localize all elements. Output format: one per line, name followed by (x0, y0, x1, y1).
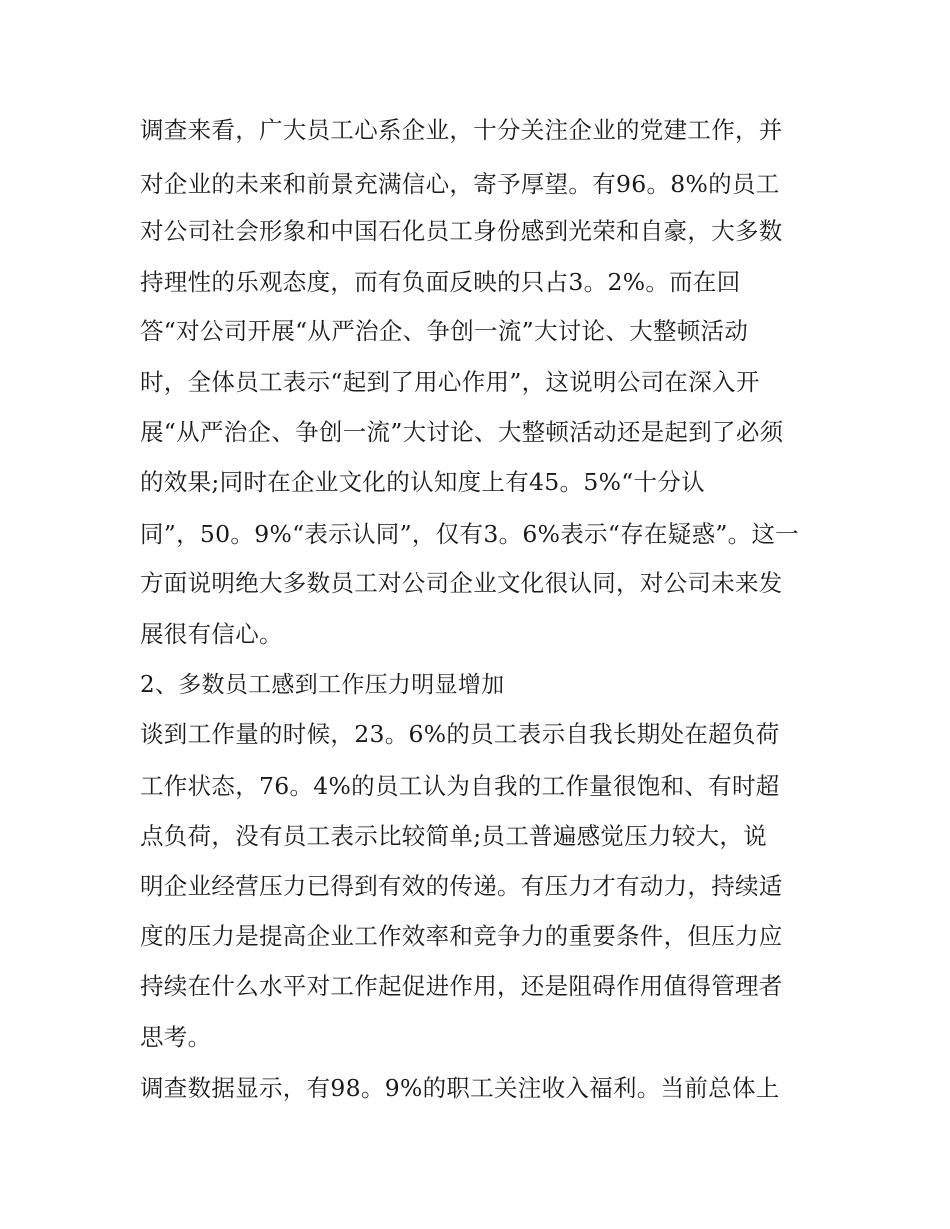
paragraph-line: 调查来看，广大员工心系企业，十分关注企业的党建工作，并 (140, 116, 783, 144)
paragraph-line: 时，全体员工表示“起到了用心作用”，这说明公司在深入开 (140, 368, 760, 396)
paragraph-line: 谈到工作量的时候，23。6%的员工表示自我长期处在超负荷 (140, 720, 780, 748)
paragraph-line: 方面说明绝大多数员工对公司企业文化很认同，对公司未来发 (140, 569, 783, 597)
paragraph-line: 度的压力是提高企业工作效率和竞争力的重要条件，但压力应 (140, 922, 783, 950)
paragraph-line: 的效果;同时在企业文化的认知度上有45。5%“十分认 (140, 468, 705, 496)
paragraph-line: 同”，50。9%“表示认同”，仅有3。6%表示“存在疑惑”。这一 (140, 520, 800, 548)
paragraph-line: 对公司社会形象和中国石化员工身份感到光荣和自豪，大多数 (140, 217, 783, 245)
paragraph-line: 持理性的乐观态度，而有负面反映的只占3。2%。而在回 (140, 268, 741, 296)
paragraph-line: 展很有信心。 (140, 620, 283, 648)
paragraph-line: 明企业经营压力已得到有效的传递。有压力才有动力，持续适 (140, 872, 783, 900)
paragraph-line: 思考。 (140, 1023, 212, 1051)
paragraph-line: 展“从严治企、争创一流”大讨论、大整顿活动还是起到了必须 (140, 418, 784, 446)
paragraph-line: 持续在什么水平对工作起促进作用，还是阻碍作用值得管理者 (140, 972, 783, 1000)
paragraph-line: 调查数据显示，有98。9%的职工关注收入福利。当前总体上 (140, 1074, 780, 1102)
paragraph-line: 点负荷，没有员工表示比较简单;员工普遍感觉压力较大，说 (140, 822, 768, 850)
paragraph-line: 对企业的未来和前景充满信心，寄予厚望。有96。8%的员工 (140, 170, 780, 198)
paragraph-line: 答“对公司开展“从严治企、争创一流”大讨论、大整顿活动 (140, 317, 749, 345)
paragraph-line: 工作状态，76。4%的员工认为自我的工作量很饱和、有时超 (140, 772, 780, 800)
section-heading: 2、多数员工感到工作压力明显增加 (140, 672, 505, 698)
